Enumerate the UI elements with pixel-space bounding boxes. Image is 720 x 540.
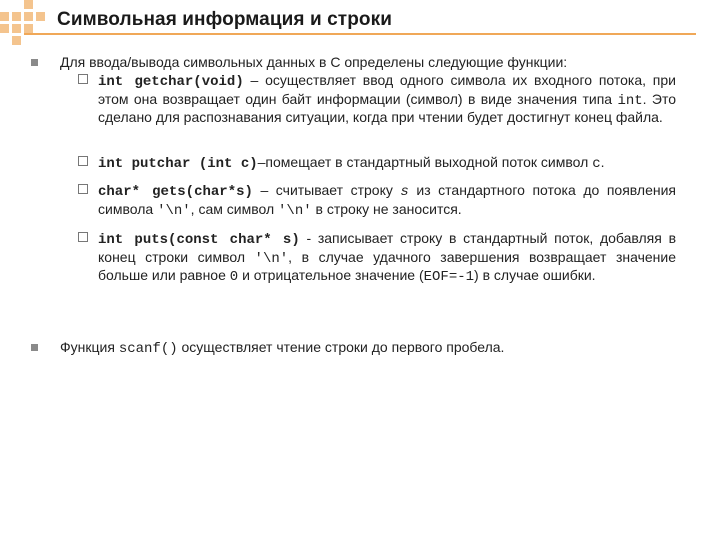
bullet-square-icon — [31, 344, 38, 351]
code-gets: char* gets(char*s) — [98, 184, 253, 200]
title-underline — [24, 33, 696, 35]
bullet-text-scanf: Функция scanf() осуществляет чтение строки до первого пробела. — [60, 339, 505, 357]
checkbox-bullet-icon — [78, 156, 88, 166]
code-scanf: scanf() — [118, 341, 178, 357]
checkbox-bullet-icon — [78, 184, 88, 194]
code-puts: int puts(const char* s) — [98, 232, 300, 248]
checkbox-bullet-icon — [78, 74, 88, 84]
list-item-gets: char* gets(char*s) – считывает строку s из стандартного потока до появления символа '\n', сам символ '\n' в строку не заносится. — [78, 182, 676, 219]
list-item-putchar: int putchar (int c)–помещает в стандартный выходной поток символ c. — [78, 154, 676, 173]
bullet-square-icon — [31, 59, 38, 66]
bullet-text-functions: Для ввода/вывода символьных данных в С определены следующие функции: — [60, 54, 568, 70]
corner-decoration — [0, 0, 60, 50]
code-putchar: int putchar (int c) — [98, 156, 258, 172]
list-item-puts: int puts(const char* s) - записывает строку в стандартный поток, добавляя в конец строки символ '\n', в случае удачного завершения возвращает значение больше или равное 0 и отрицательное значение (EOF=-1) в случае ошибки. — [78, 230, 676, 286]
checkbox-bullet-icon — [78, 232, 88, 242]
list-item-getchar: int getchar(void) – осуществляет ввод одного символа их входного потока, при этом она возвращает один байт информации (символ) в виде значения типа int. Это сделано для распознавания ситуации, когда при чтении будет достигнут конец файла. — [78, 72, 676, 126]
code-getchar: int getchar(void) — [98, 74, 244, 90]
slide-title: Символьная информация и строки — [57, 9, 392, 30]
